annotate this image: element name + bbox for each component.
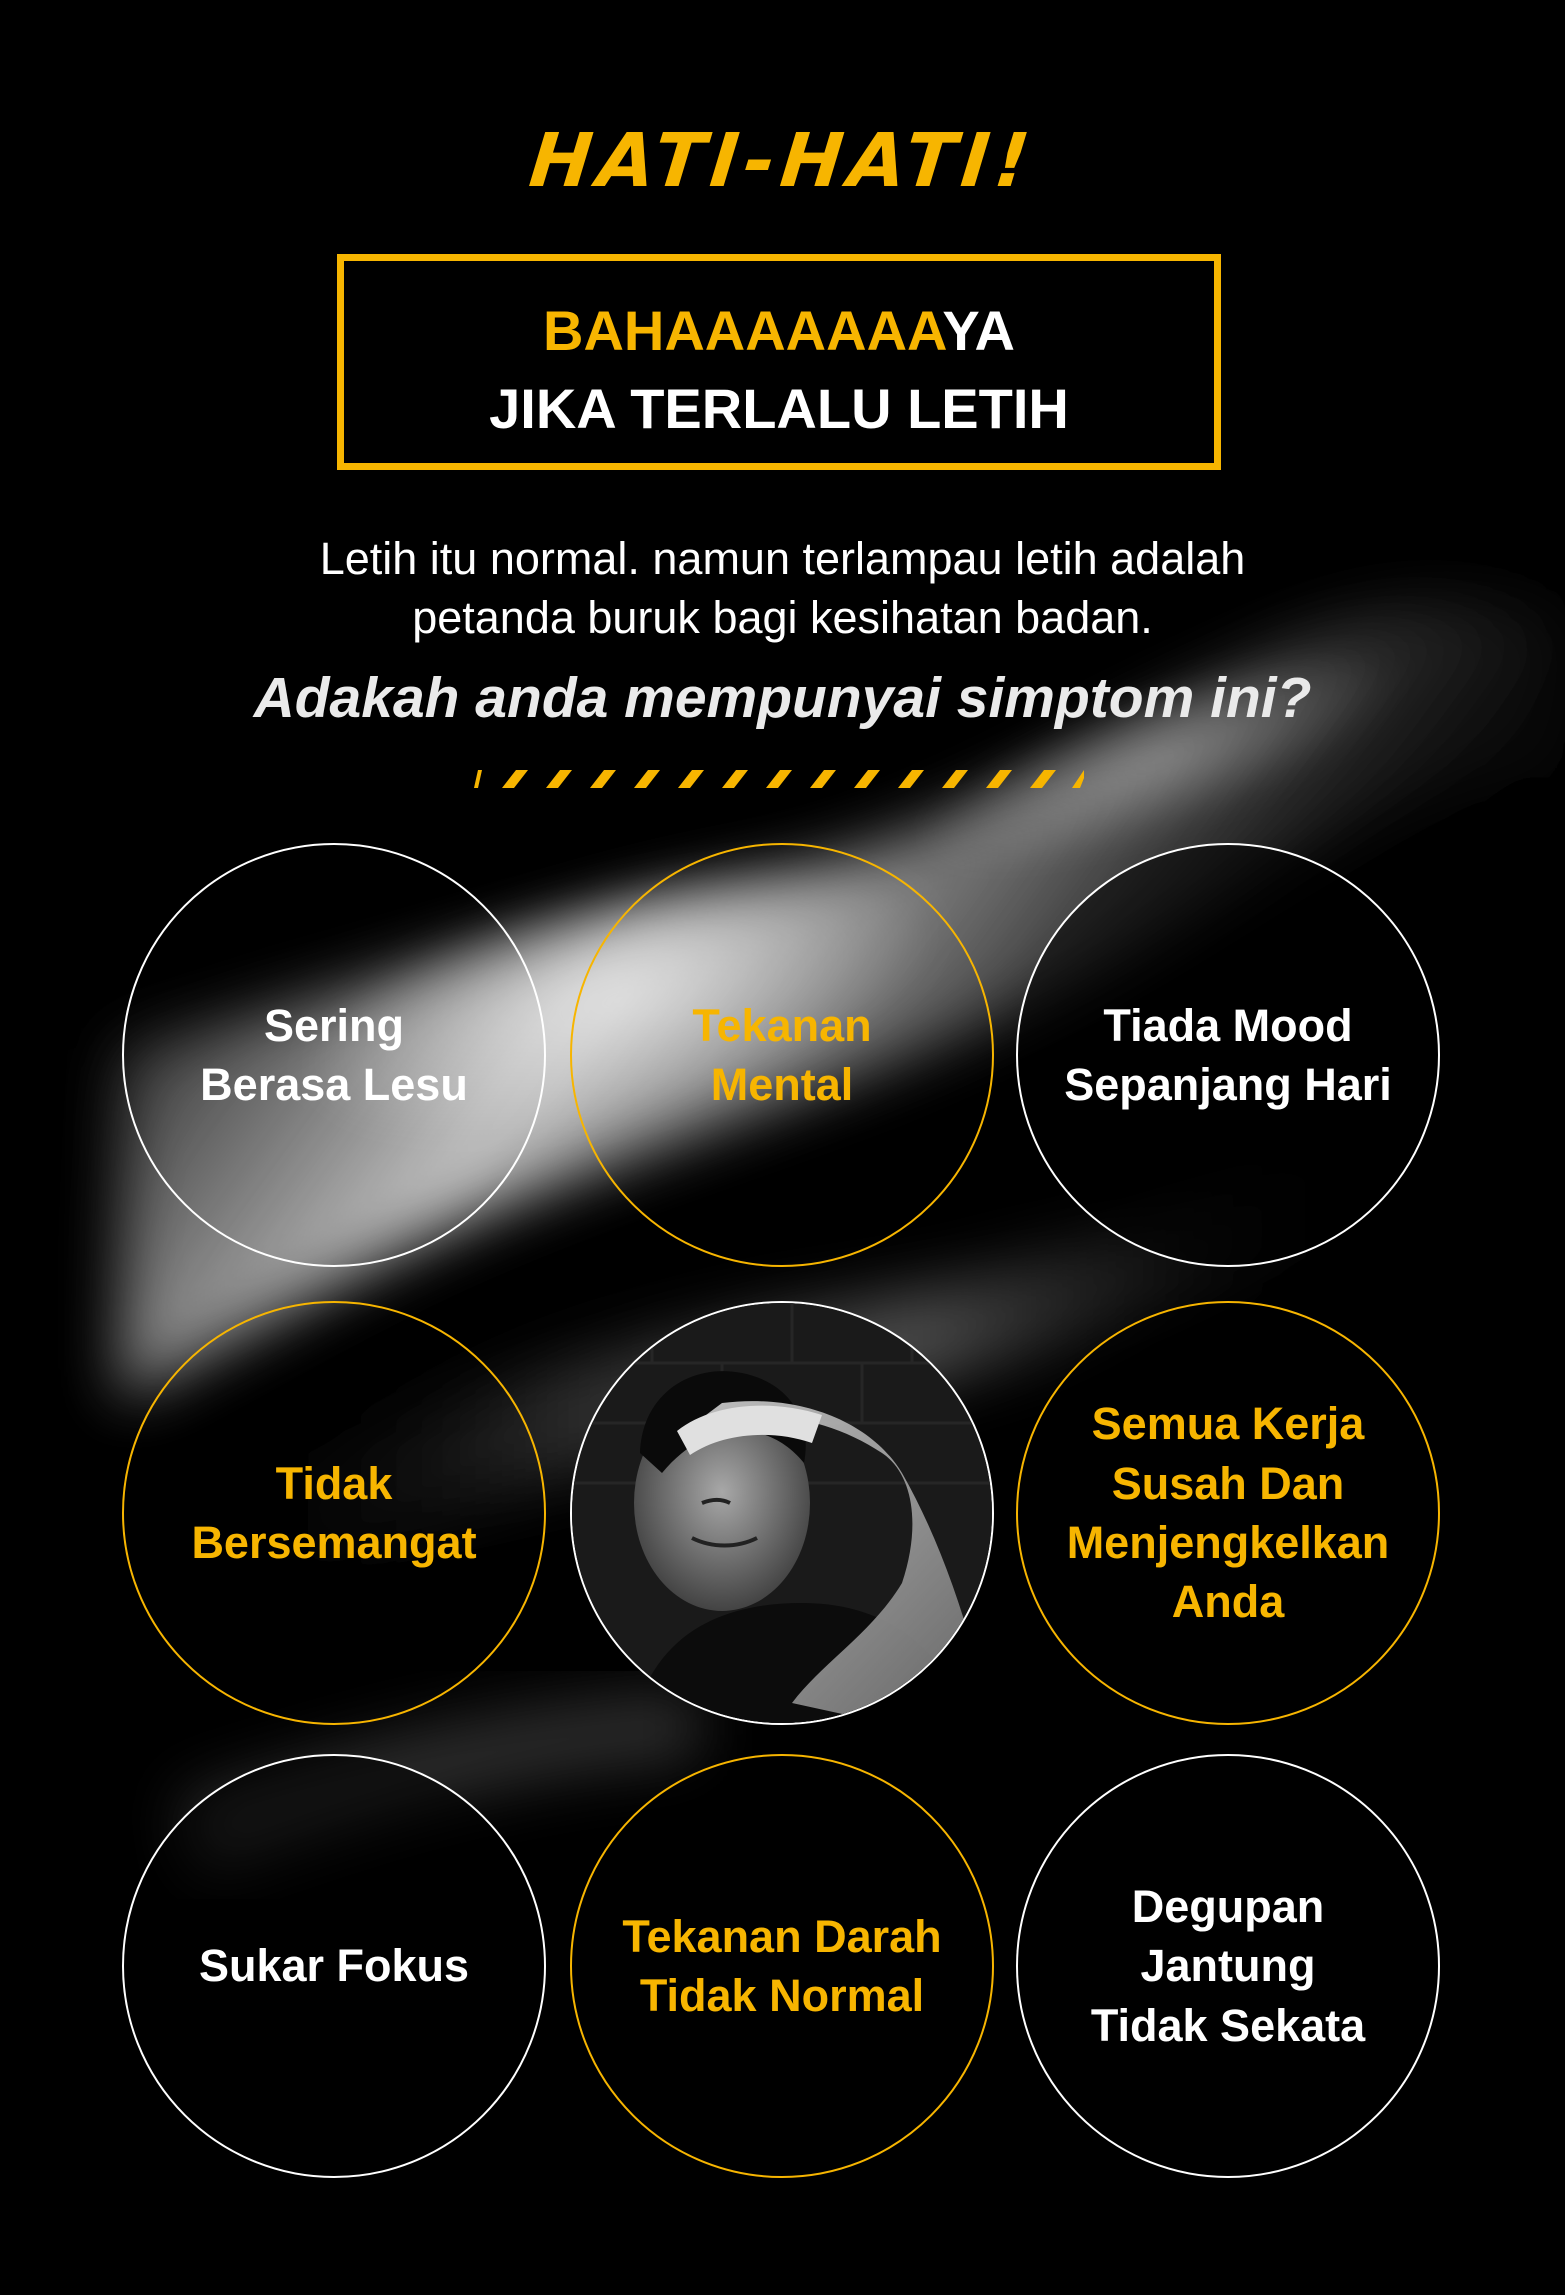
symptom-line: Sering — [263, 999, 405, 1051]
warning-title: HATI-HATI! — [525, 118, 1040, 204]
symptom-circle-semua-kerja-susah — [1016, 1301, 1440, 1725]
symptom-line: Bersemangat — [191, 1517, 477, 1568]
symptom-line: Semua Kerja — [1091, 1398, 1365, 1450]
symptom-line: Tidak — [275, 1457, 393, 1509]
symptom-label — [154, 1936, 514, 1995]
headline-line-1 — [344, 299, 1214, 362]
symptom-circle-tekanan-mental — [570, 843, 994, 1267]
symptom-label — [154, 996, 514, 1115]
intro-line-1: Letih itu normal. namun terlampau letih adalah — [319, 533, 1246, 584]
symptom-question: Adakah anda mempunyai simptom ini? — [253, 666, 1312, 730]
symptom-line: Berasa Lesu — [200, 1059, 468, 1110]
symptom-line: Sukar Fokus — [198, 1940, 470, 1992]
headline-rest: YA — [942, 299, 1015, 362]
symptom-circle-tiada-mood — [1016, 843, 1440, 1267]
headline-accent: BAHAAAAAAA — [543, 299, 943, 362]
headline-line-2: JIKA TERLALU LETIH — [489, 377, 1069, 440]
symptom-circle-tekanan-darah — [570, 1754, 994, 2178]
symptom-line: Anda — [1171, 1576, 1285, 1628]
symptom-line: Tekanan — [692, 999, 872, 1051]
stressed-man-icon — [572, 1303, 994, 1725]
symptom-label — [602, 996, 962, 1115]
headline-box — [337, 254, 1221, 470]
symptom-line: Tekanan Darah — [622, 1910, 942, 1962]
symptom-line: Sepanjang Hari — [1064, 1059, 1392, 1110]
symptom-label — [1048, 996, 1408, 1115]
symptom-circle-sering-berasa-lesu — [122, 843, 546, 1267]
symptom-label — [1048, 1877, 1408, 2055]
symptom-line: Tidak Sekata — [1090, 1999, 1366, 2051]
symptom-label — [602, 1907, 962, 2026]
hazard-stripe-divider — [474, 770, 1084, 788]
symptom-circle-sukar-fokus — [122, 1754, 546, 2178]
symptom-circle-tidak-bersemangat — [122, 1301, 546, 1725]
symptom-line: Degupan — [1131, 1880, 1325, 1932]
symptom-line: Mental — [710, 1059, 854, 1110]
intro-line-2: petanda buruk bagi kesihatan badan. — [412, 591, 1153, 643]
symptom-circle-degupan-jantung — [1016, 1754, 1440, 2178]
symptom-label — [1048, 1394, 1408, 1632]
symptom-line: Menjengkelkan — [1066, 1517, 1390, 1568]
symptom-line: Susah Dan — [1111, 1457, 1345, 1509]
symptom-label — [154, 1454, 514, 1573]
stressed-man-photo — [570, 1301, 994, 1725]
symptom-line: Jantung — [1140, 1940, 1316, 1992]
intro-text — [0, 530, 1565, 647]
symptom-line: Tiada Mood — [1103, 999, 1353, 1051]
symptom-line: Tidak Normal — [639, 1970, 925, 2021]
